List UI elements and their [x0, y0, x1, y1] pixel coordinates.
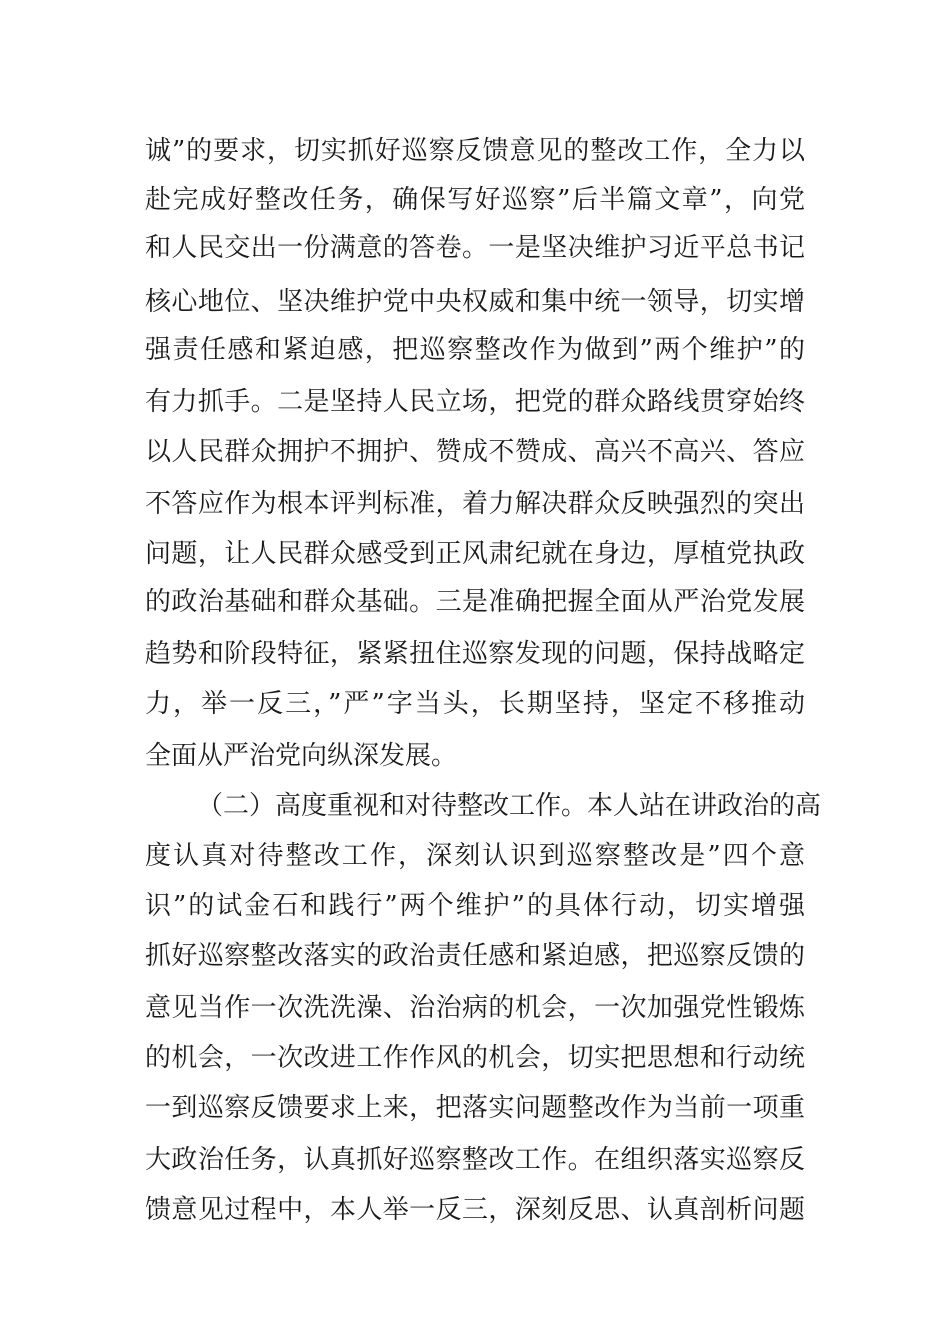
text-line: 抓好巡察整改落实的政治责任感和紧迫感，把巡察反馈的	[145, 941, 805, 971]
text-line: 识”的试金石和践行”两个维护”的具体行动，切实增强	[145, 891, 805, 921]
text-line: 力，举一反三，”严”字当头，长期坚持，坚定不移推动	[145, 689, 805, 719]
text-line: 强责任感和紧迫感，把巡察整改作为做到”两个维护”的	[145, 335, 805, 365]
text-line: 以人民群众拥护不拥护、赞成不赞成、高兴不高兴、答应	[145, 437, 805, 467]
section-heading-line: （二）高度重视和对待整改工作。本人站在讲政治的高	[197, 791, 822, 821]
text-line: 赴完成好整改任务，确保写好巡察”后半篇文章”，向党	[145, 185, 805, 215]
text-line: 有力抓手。二是坚持人民立场，把党的群众路线贯穿始终	[145, 387, 805, 417]
text-line: 诚”的要求，切实抓好巡察反馈意见的整改工作，全力以	[145, 136, 805, 166]
text-line: 馈意见过程中，本人举一反三，深刻反思、认真剖析问题	[145, 1195, 805, 1225]
text-line: 大政治任务，认真抓好巡察整改工作。在组织落实巡察反	[145, 1145, 805, 1175]
text-line: 趋势和阶段特征，紧紧扭住巡察发现的问题，保持战略定	[145, 639, 805, 669]
text-line: 不答应作为根本评判标准，着力解决群众反映强烈的突出	[145, 489, 805, 519]
text-line: 意见当作一次洗洗澡、治治病的机会，一次加强党性锻炼	[145, 993, 805, 1023]
text-line: 的机会，一次改进工作作风的机会，切实把思想和行动统	[145, 1043, 805, 1073]
text-line: 问题，让人民群众感受到正风肃纪就在身边，厚植党执政	[145, 539, 805, 569]
text-line: 核心地位、坚决维护党中央权威和集中统一领导，切实增	[145, 287, 805, 317]
text-line: 的政治基础和群众基础。三是准确把握全面从严治党发展	[145, 587, 805, 617]
text-line: 度认真对待整改工作，深刻认识到巡察整改是”四个意	[145, 841, 805, 871]
text-line: 一到巡察反馈要求上来，把落实问题整改作为当前一项重	[145, 1093, 805, 1123]
text-line: 和人民交出一份满意的答卷。一是坚决维护习近平总书记	[145, 233, 805, 263]
text-line: 全面从严治党向纵深发展。	[145, 741, 458, 771]
